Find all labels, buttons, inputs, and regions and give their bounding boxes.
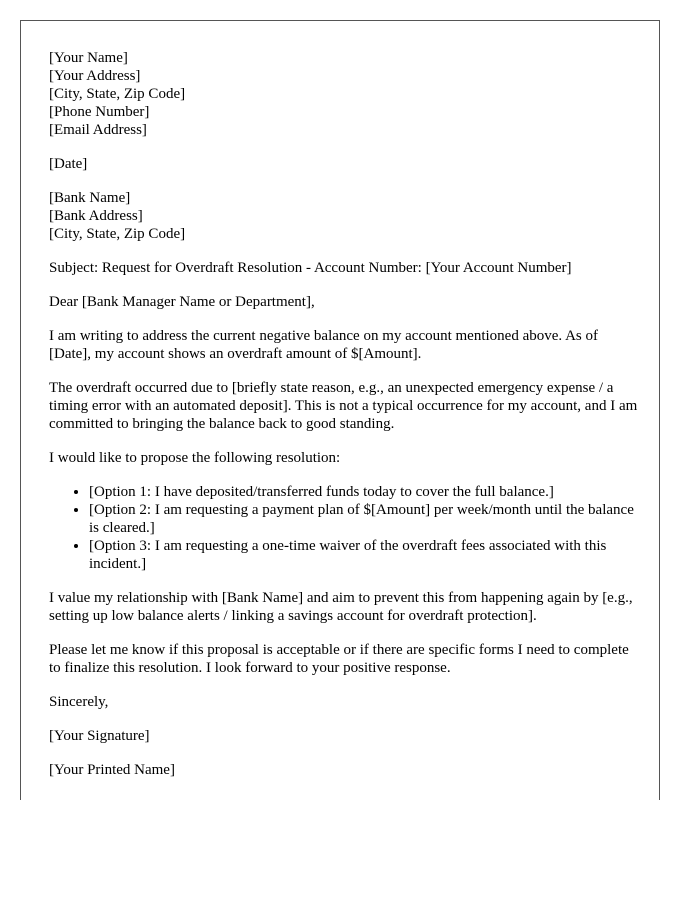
recipient-block bbox=[49, 189, 639, 243]
recipient-city-state-zip: [City, State, Zip Code] bbox=[49, 226, 186, 242]
sender-name: [Your Name] bbox=[49, 50, 128, 66]
letter-date: [Date] bbox=[49, 156, 88, 172]
recipient-bank-address: [Bank Address] bbox=[49, 208, 143, 224]
letter-body bbox=[49, 49, 639, 795]
list-item: • [Option 3: I am requesting a one-time waiver of the overdraft fees associated with this incident.] bbox=[89, 537, 639, 573]
paragraph-closing: Please let me know if this proposal is acceptable or if there are specific forms I need to complete to finalize this resolution. I look forward to your positive response. bbox=[49, 642, 629, 676]
sender-city-state-zip: [City, State, Zip Code] bbox=[49, 86, 186, 102]
recipient-bank-name: [Bank Name] bbox=[49, 190, 131, 206]
sender-email: [Email Address] bbox=[49, 122, 147, 138]
sender-address: [Your Address] bbox=[49, 68, 141, 84]
paragraph-intro: I am writing to address the current negative balance on my account mentioned above. As of [Date], my account shows an overdraft amount of $[Amount]. bbox=[49, 328, 598, 362]
paragraph-reason: The overdraft occurred due to [briefly state reason, e.g., an unexpected emergency expense / a timing error with an automated deposit]. This is not a typical occurrence for my account, and I am committed to bringing the balance back to good standing. bbox=[49, 380, 638, 432]
signature: [Your Signature] bbox=[49, 728, 150, 744]
sender-block bbox=[49, 49, 639, 139]
paragraph-relationship: I value my relationship with [Bank Name] and aim to prevent this from happening again by [e.g., setting up low balance alerts / linking a savings account for overdraft protection]. bbox=[49, 590, 633, 624]
sender-phone: [Phone Number] bbox=[49, 104, 150, 120]
subject-line: Subject: Request for Overdraft Resolution - Account Number: [Your Account Number] bbox=[49, 260, 572, 276]
list-item: • [Option 2: I am requesting a payment plan of $[Amount] per week/month until the balance is cleared.] bbox=[89, 501, 639, 537]
resolution-options-list bbox=[49, 483, 639, 573]
list-item: • [Option 1: I have deposited/transferred funds today to cover the full balance.] bbox=[89, 483, 639, 501]
salutation: Dear [Bank Manager Name or Department], bbox=[49, 294, 315, 310]
printed-name: [Your Printed Name] bbox=[49, 762, 175, 778]
paragraph-proposal: I would like to propose the following resolution: bbox=[49, 450, 341, 466]
sign-off: Sincerely, bbox=[49, 694, 109, 710]
letter-page bbox=[20, 20, 660, 800]
